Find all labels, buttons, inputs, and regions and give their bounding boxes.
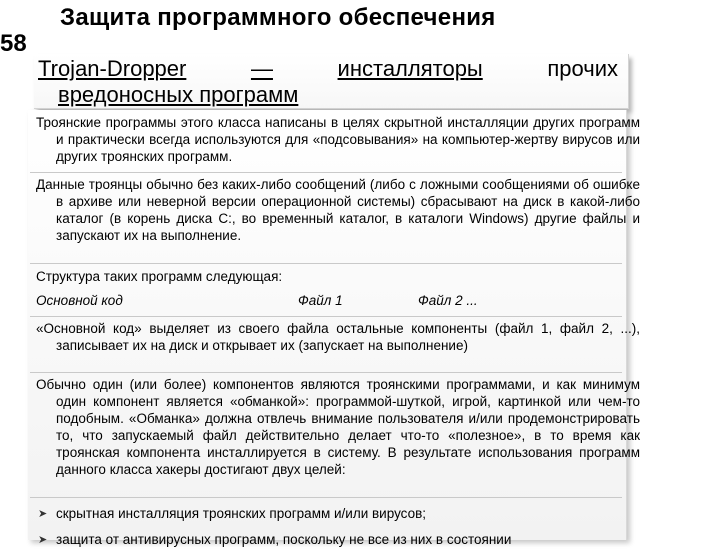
paragraph-decoy: Обычно один (или более) компонентов являются троянскими программами, и как минимум один компонент является «обманкой»: программой-шуткой, игрой, картинкой или чем-то подобным. «Обманка» должна отвлечь внимание пользователя и/или продемонстрировать то, что запускаемый файл действительно делает что-то «полезное», в то время как троянская компонента инсталлируется в систему. В результате использования программ данного класса хакеры достигают двух целей: <box>36 377 640 477</box>
heading-dash: — <box>250 56 273 81</box>
separator <box>30 316 622 317</box>
heading-line-2: вредоносных программ <box>58 82 299 107</box>
heading-word-installers: инсталляторы <box>337 56 483 81</box>
paragraph-behavior: Данные троянцы обычно без каких-либо сообщений (либо с ложными сообщениями об ошибке в архиве или неверной версии операционной системы) сбрасывают на диск в какой-либо каталог (в корень диска С:, во временный каталог, в каталоги Windows) другие файлы и запускают их на выполнение. <box>36 177 640 243</box>
separator <box>30 263 622 264</box>
structure-main-code: Основной код <box>36 293 123 308</box>
paragraph-intro: Троянские программы этого класса написаны в целях скрытной инсталляции других программ и практически всегда используются для «подсовывания» на компьютер-жертву вирусов или других троянских программ. <box>36 115 640 164</box>
page-number: 58 <box>0 30 27 57</box>
bullet-text: скрытная инсталляция троянских программ и/или вирусов; <box>56 506 427 521</box>
slide-title: Защита программного обеспечения <box>60 4 496 31</box>
structure-file-2: Файл 2 ... <box>418 293 478 308</box>
paragraph-main-code: «Основной код» выделяет из своего файла остальные компоненты (файл 1, файл 2, ...), записывает их на диск и открывает их (запускает на выполнение) <box>36 321 640 353</box>
structure-row <box>36 293 620 311</box>
bullet-text: защита от антивирусных программ, поскольку не все из них в состоянии <box>56 532 512 547</box>
separator <box>30 497 622 498</box>
structure-file-1: Файл 1 <box>298 293 343 308</box>
paragraph-structure-intro: Структура таких программ следующая: <box>36 269 283 284</box>
heading-word-other: прочих <box>547 56 618 81</box>
arrow-bullet-icon: ➤ <box>38 508 48 520</box>
heading-box <box>34 54 629 109</box>
separator <box>30 372 622 373</box>
separator <box>30 172 622 173</box>
bullet-item <box>38 505 618 523</box>
heading-term: Trojan-Dropper <box>38 56 187 81</box>
bullet-item <box>38 531 618 549</box>
arrow-bullet-icon: ➤ <box>38 534 48 546</box>
heading-line-1 <box>38 56 618 82</box>
